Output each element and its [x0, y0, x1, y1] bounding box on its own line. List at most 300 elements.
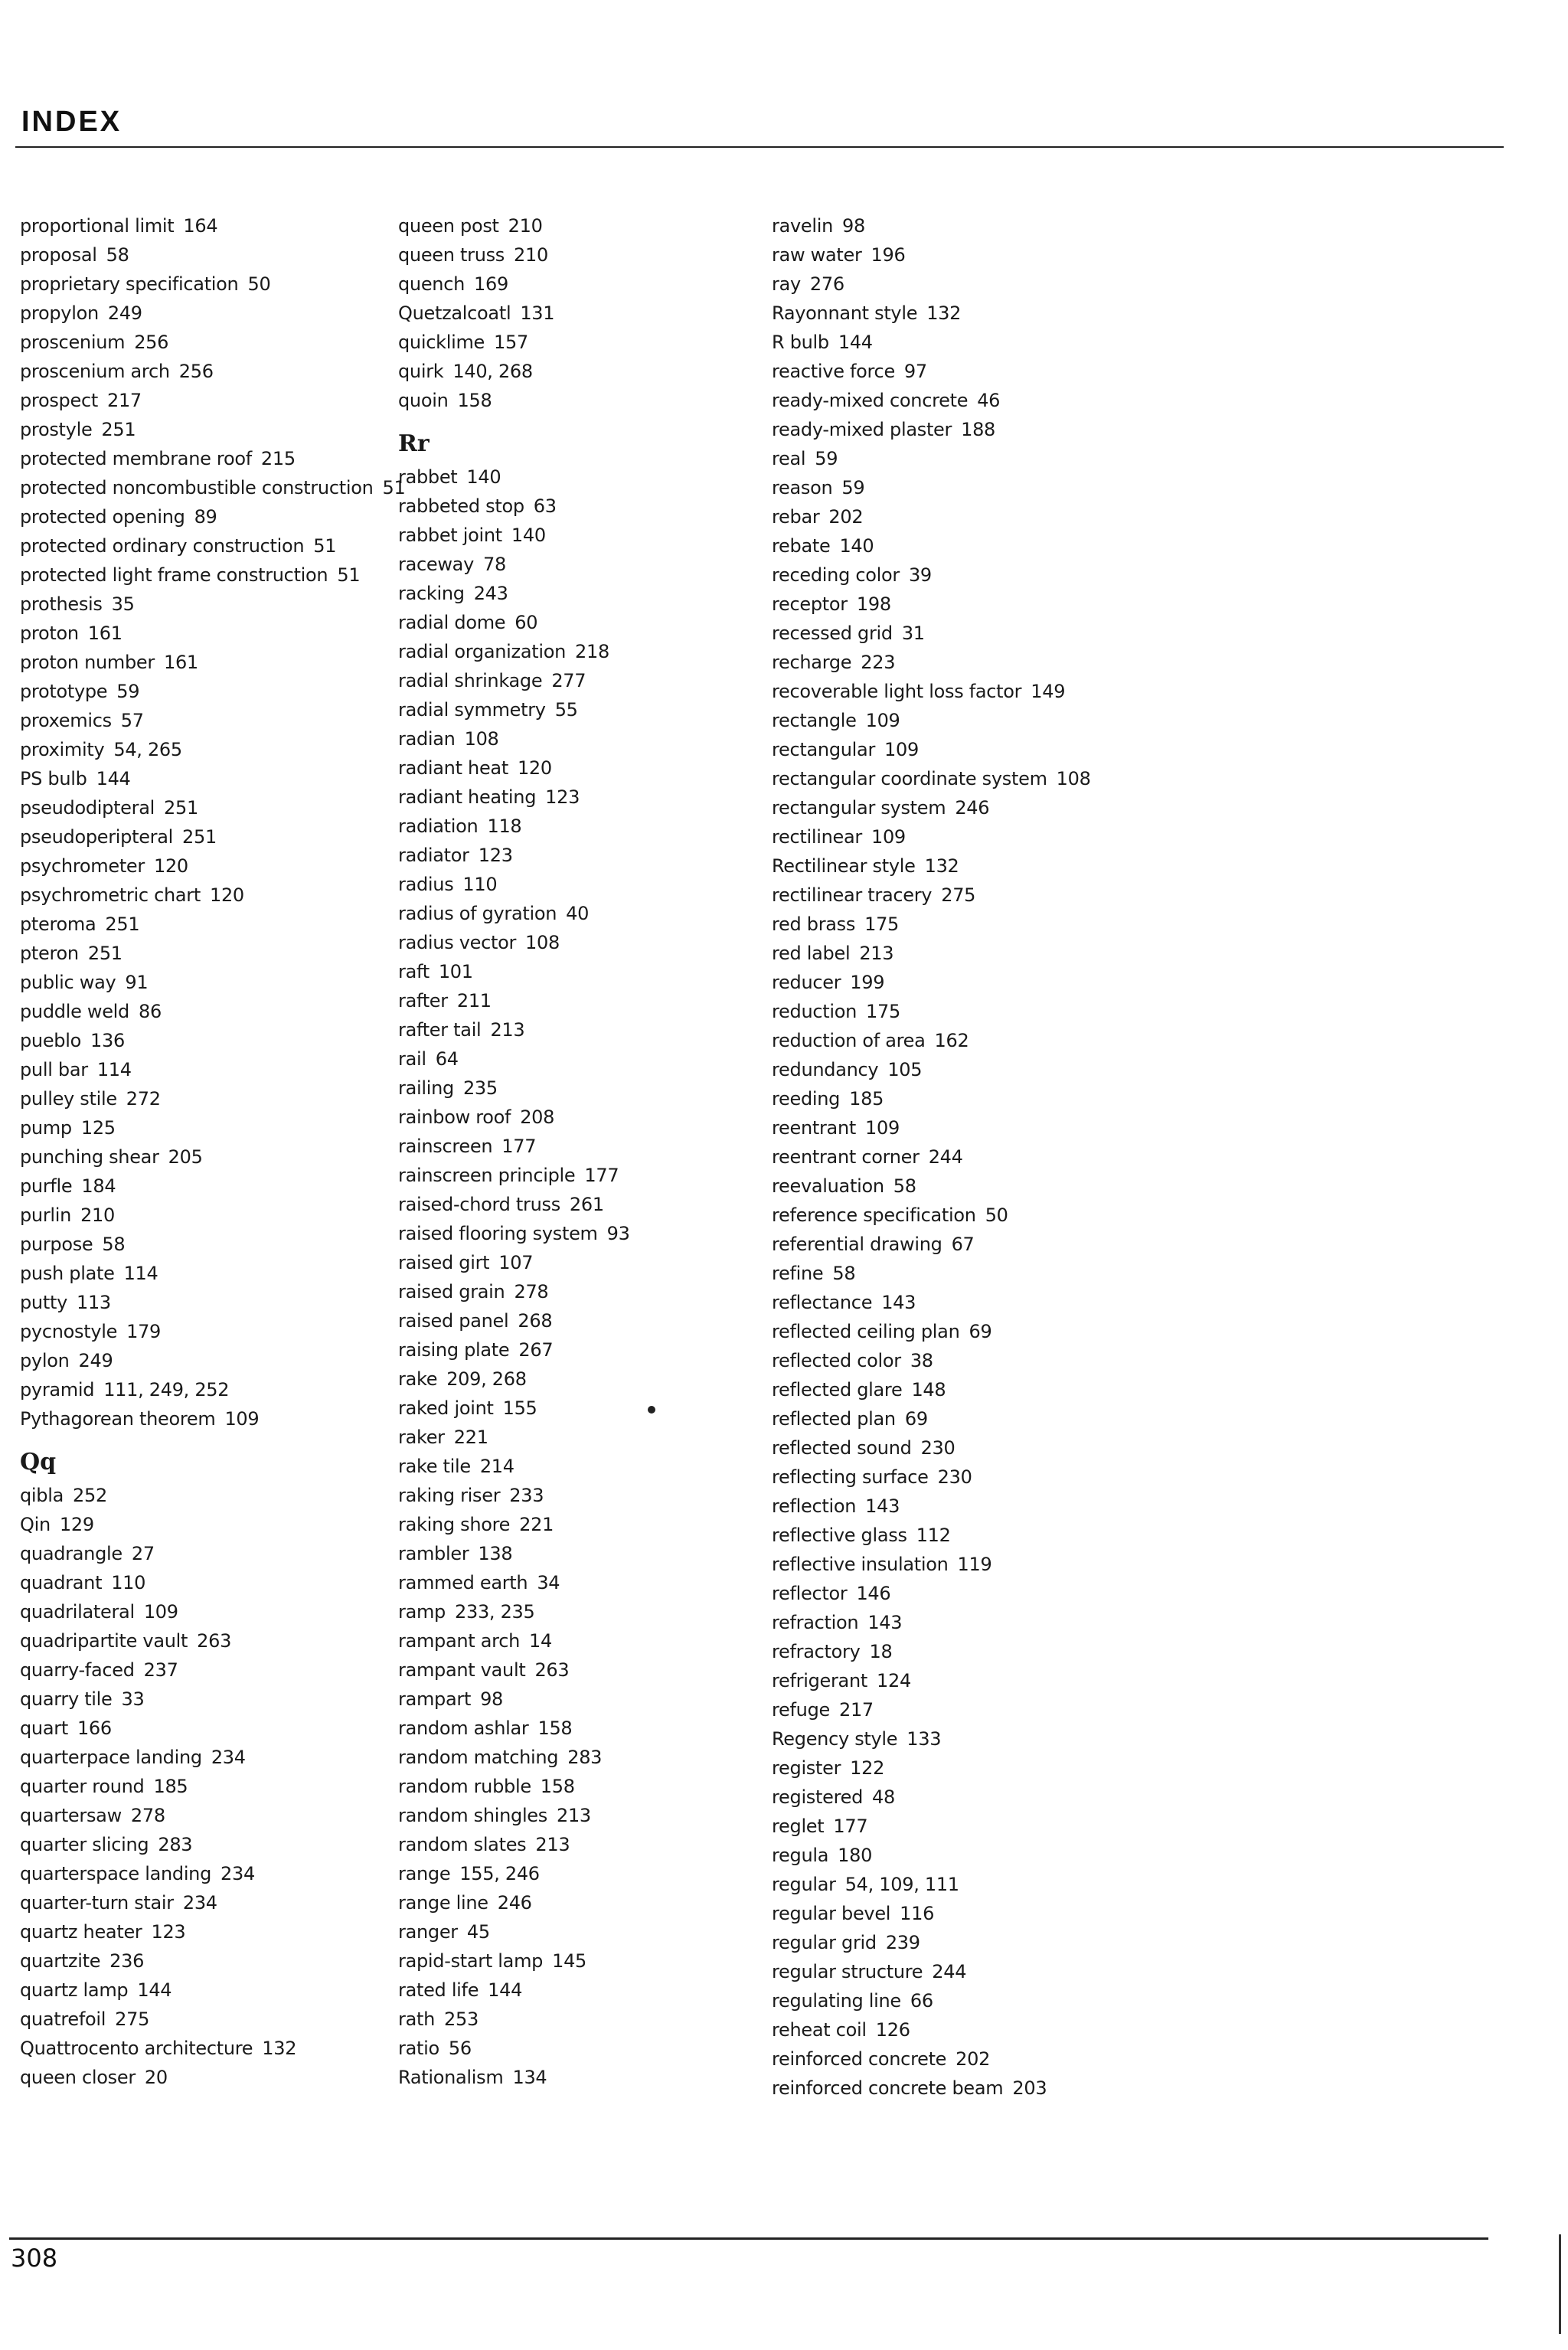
index-entry: [20, 1685, 395, 1714]
index-page-ref: 244: [932, 1961, 967, 1982]
index-page-ref: 107: [498, 1252, 534, 1273]
index-entry: [772, 1055, 1323, 1084]
index-term: recharge: [772, 652, 852, 673]
index-entry: [20, 1113, 395, 1142]
index-page-ref: 140: [466, 466, 501, 488]
index-entry: [398, 1044, 773, 1074]
index-entry: [398, 957, 773, 986]
index-entry: [20, 590, 395, 619]
index-term: radiator: [398, 845, 469, 866]
index-term: pteroma: [20, 914, 96, 935]
index-entry: [772, 1492, 1323, 1521]
index-page-ref: 114: [96, 1059, 132, 1080]
index-entry: [772, 1695, 1323, 1724]
index-entry: [772, 1259, 1323, 1288]
index-page-ref: 14: [529, 1630, 552, 1652]
index-entry: [772, 1201, 1323, 1230]
index-term: raised-chord truss: [398, 1194, 560, 1215]
index-term: rampant arch: [398, 1630, 520, 1652]
index-entry: [20, 1510, 395, 1539]
index-term: Pythagorean theorem: [20, 1408, 216, 1430]
index-term: quadrant: [20, 1572, 103, 1593]
index-entry: [20, 793, 395, 822]
index-entry: [20, 2005, 395, 2034]
index-page-ref: 221: [453, 1427, 488, 1448]
index-term: reduction: [772, 1001, 858, 1022]
index-page-ref: 48: [872, 1786, 895, 1808]
index-entry: [398, 1888, 773, 1917]
index-term: prothesis: [20, 593, 103, 615]
index-page-ref: 234: [182, 1892, 217, 1914]
index-term: registered: [772, 1786, 864, 1808]
index-entry: [772, 793, 1323, 822]
index-term: quadrilateral: [20, 1601, 135, 1623]
index-page-ref: 140, 268: [452, 361, 533, 382]
index-entry: [20, 211, 395, 240]
index-entry: [398, 579, 773, 608]
index-page-ref: 59: [116, 681, 140, 702]
index-entry: [772, 415, 1323, 444]
index-page-ref: 249: [78, 1350, 113, 1371]
index-entry: [398, 1743, 773, 1772]
index-term: radius: [398, 874, 454, 895]
index-page-ref: 51: [337, 564, 361, 586]
index-term: reduction of area: [772, 1030, 926, 1051]
index-entry: [398, 386, 773, 415]
index-term: quarry tile: [20, 1688, 113, 1710]
index-entry: [20, 1201, 395, 1230]
index-page-ref: 249: [107, 302, 142, 324]
index-entry: [772, 1928, 1323, 1957]
index-term: quarry-faced: [20, 1659, 135, 1681]
index-term: pulley stile: [20, 1088, 117, 1110]
index-term: refraction: [772, 1612, 859, 1633]
index-term: recoverable light loss factor: [772, 681, 1022, 702]
index-page-ref: 101: [438, 961, 473, 982]
index-entry: [772, 1346, 1323, 1375]
index-page-ref: 112: [916, 1525, 951, 1546]
index-page-ref: 283: [567, 1747, 603, 1768]
index-entry: [772, 590, 1323, 619]
index-entry: [772, 328, 1323, 357]
index-term: protected opening: [20, 506, 185, 528]
index-entry: [772, 1783, 1323, 1812]
index-term: reflection: [772, 1495, 857, 1517]
index-page-ref: 123: [151, 1921, 186, 1943]
index-page-ref: 38: [910, 1350, 933, 1371]
index-page-ref: 177: [584, 1165, 619, 1186]
index-entry: [398, 899, 773, 928]
index-page-ref: 217: [106, 390, 142, 411]
index-entry: [20, 764, 395, 793]
index-term: receding color: [772, 564, 900, 586]
index-entry: [398, 1481, 773, 1510]
index-entry: [20, 1655, 395, 1685]
index-entry: [20, 1317, 395, 1346]
index-term: puddle weld: [20, 1001, 129, 1022]
index-page-ref: 210: [508, 215, 543, 237]
index-term: pteron: [20, 943, 79, 964]
index-page-ref: 205: [168, 1146, 203, 1168]
index-entry: [398, 1510, 773, 1539]
index-entry: [20, 473, 406, 502]
index-entry: [20, 822, 395, 851]
index-page-ref: 210: [80, 1204, 115, 1226]
index-page-ref: 217: [838, 1699, 874, 1721]
index-page-ref: 34: [537, 1572, 560, 1593]
index-term: rebate: [772, 535, 831, 557]
index-entry: [20, 997, 395, 1026]
index-term: rampart: [398, 1688, 472, 1710]
index-page-ref: 144: [137, 1979, 172, 2001]
index-term: recessed grid: [772, 623, 893, 644]
index-term: quench: [398, 273, 466, 295]
index-page-ref: 123: [545, 786, 580, 808]
index-page-ref: 93: [606, 1223, 630, 1244]
index-page-ref: 256: [134, 332, 169, 353]
index-entry: [398, 240, 773, 270]
index-term: reflected glare: [772, 1379, 903, 1401]
index-entry: [398, 1365, 773, 1394]
index-term: radial symmetry: [398, 699, 546, 721]
index-page-ref: 244: [928, 1146, 963, 1168]
index-term: refractory: [772, 1641, 861, 1662]
index-term: proprietary specification: [20, 273, 239, 295]
index-term: protected light frame construction: [20, 564, 328, 586]
index-page-ref: 111, 249, 252: [103, 1379, 230, 1401]
index-entry: [398, 1423, 773, 1452]
index-page-ref: 252: [73, 1485, 107, 1506]
index-page-ref: 148: [911, 1379, 946, 1401]
index-page-ref: 109: [871, 826, 906, 848]
index-term: protected ordinary construction: [20, 535, 305, 557]
index-term: rake tile: [398, 1456, 471, 1477]
index-entry: [398, 1772, 773, 1801]
index-term: quadripartite vault: [20, 1630, 188, 1652]
index-term: quarterpace landing: [20, 1747, 202, 1768]
index-term: pyramid: [20, 1379, 95, 1401]
index-entry: [398, 1277, 773, 1306]
index-page-ref: 58: [832, 1263, 856, 1284]
index-entry: [20, 939, 395, 968]
index-term: random ashlar: [398, 1718, 529, 1739]
index-page-ref: 251: [101, 419, 136, 440]
index-page-ref: 56: [448, 2038, 472, 2059]
index-entry: [20, 1539, 395, 1568]
index-page-ref: 234: [220, 1863, 255, 1884]
index-term: proscenium arch: [20, 361, 170, 382]
index-page-ref: 230: [937, 1466, 972, 1488]
index-entry: [398, 1685, 773, 1714]
index-page-ref: 98: [480, 1688, 504, 1710]
index-entry: [398, 462, 773, 492]
index-page-ref: 138: [478, 1543, 513, 1564]
index-entry: [398, 1946, 773, 1976]
index-page-ref: 143: [865, 1495, 900, 1517]
index-page-ref: 179: [126, 1321, 162, 1342]
index-entry: [772, 1841, 1323, 1870]
index-term: raceway: [398, 554, 474, 575]
index-entry: [20, 1055, 395, 1084]
index-term: quartersaw: [20, 1805, 122, 1826]
index-page-ref: 246: [497, 1892, 532, 1914]
index-entry: [398, 2005, 773, 2034]
index-term: proportional limit: [20, 215, 175, 237]
index-term: radial shrinkage: [398, 670, 543, 691]
index-entry: [20, 1714, 395, 1743]
index-entry: [20, 619, 395, 648]
index-entry: [20, 1346, 395, 1375]
index-entry: [772, 939, 1323, 968]
index-entry: [20, 1259, 395, 1288]
index-page-ref: 89: [194, 506, 217, 528]
index-term: pseudoperipteral: [20, 826, 174, 848]
index-entry: [20, 444, 395, 473]
index-entry: [20, 1288, 395, 1317]
index-term: random matching: [398, 1747, 559, 1768]
index-entry: [398, 986, 773, 1015]
index-page-ref: 213: [556, 1805, 591, 1826]
index-entry: [20, 1375, 395, 1404]
index-entry: [772, 1637, 1323, 1666]
index-page-ref: 120: [209, 884, 244, 906]
index-entry: [398, 1655, 773, 1685]
footer-rule: [9, 2237, 1488, 2240]
index-entry: [20, 2063, 395, 2092]
index-page-ref: 59: [815, 448, 838, 469]
index-page-ref: 198: [856, 593, 891, 615]
index-entry: [398, 299, 773, 328]
index-entry: [398, 841, 773, 870]
index-page-ref: 214: [479, 1456, 514, 1477]
index-page-ref: 233, 235: [455, 1601, 535, 1623]
index-term: rectangle: [772, 710, 857, 731]
index-entry: [772, 1230, 1323, 1259]
index-entry: [398, 1335, 773, 1365]
index-page-ref: 54, 109, 111: [844, 1874, 959, 1895]
index-term: protected membrane roof: [20, 448, 252, 469]
index-page-ref: 133: [906, 1728, 942, 1750]
index-term: rectangular system: [772, 797, 946, 819]
index-entry: [20, 968, 395, 997]
index-entry: [772, 270, 1323, 299]
index-entry: [398, 1976, 773, 2005]
index-entry: [772, 2044, 1323, 2074]
index-term: Rayonnant style: [772, 302, 918, 324]
index-page-ref: 143: [881, 1292, 916, 1313]
index-entry: [20, 531, 395, 561]
index-term: raised flooring system: [398, 1223, 598, 1244]
index-page-ref: 275: [941, 884, 976, 906]
index-term: ready-mixed plaster: [772, 419, 952, 440]
index-entry: [20, 270, 395, 299]
index-page-ref: 58: [106, 244, 129, 266]
index-term: reevaluation: [772, 1175, 884, 1197]
index-page-ref: 140: [839, 535, 874, 557]
index-term: reentrant: [772, 1117, 856, 1139]
index-term: register: [772, 1757, 841, 1779]
index-entry: [20, 1976, 395, 2005]
index-entry: [772, 1172, 1323, 1201]
index-entry: [20, 1026, 395, 1055]
index-page-ref: 161: [163, 652, 198, 673]
index-entry: [398, 1597, 773, 1626]
index-page-ref: 110: [111, 1572, 146, 1593]
index-entry: [772, 1113, 1323, 1142]
index-page-ref: 164: [183, 215, 218, 237]
index-page-ref: 251: [182, 826, 217, 848]
index-page-ref: 91: [125, 972, 149, 993]
index-page-ref: 118: [487, 815, 522, 837]
index-term: reeding: [772, 1088, 841, 1110]
index-entry: [398, 2063, 773, 2092]
index-entry: [398, 2034, 773, 2063]
index-entry: [772, 1724, 1323, 1754]
index-term: rectangular: [772, 739, 876, 760]
index-entry: [772, 1666, 1323, 1695]
index-page-ref: 188: [961, 419, 996, 440]
index-page-ref: 185: [849, 1088, 884, 1110]
index-page-ref: 272: [126, 1088, 161, 1110]
index-term: reglet: [772, 1816, 825, 1837]
index-entry: [20, 1172, 395, 1201]
index-page-ref: 276: [809, 273, 844, 295]
index-term: raised panel: [398, 1310, 509, 1332]
index-term: radius of gyration: [398, 903, 557, 924]
index-entry: [772, 1957, 1323, 1986]
index-entry: [772, 910, 1323, 939]
index-entry: [398, 1015, 773, 1044]
index-term: raised grain: [398, 1281, 505, 1302]
index-term: quadrangle: [20, 1543, 122, 1564]
index-entry: [20, 328, 395, 357]
index-page-ref: 246: [955, 797, 990, 819]
index-entry: [772, 1375, 1323, 1404]
index-page-ref: 155, 246: [459, 1863, 540, 1884]
index-term: reason: [772, 477, 833, 498]
index-term: pylon: [20, 1350, 70, 1371]
index-entry: [398, 1568, 773, 1597]
index-entry: [772, 444, 1323, 473]
index-term: ready-mixed concrete: [772, 390, 969, 411]
index-entry: [772, 299, 1323, 328]
index-term: prospect: [20, 390, 98, 411]
index-page-ref: 35: [111, 593, 135, 615]
index-page-ref: 177: [833, 1816, 868, 1837]
index-page-ref: 50: [247, 273, 271, 295]
index-page-ref: 55: [554, 699, 578, 721]
index-entry: [772, 1899, 1323, 1928]
index-page-ref: 33: [121, 1688, 145, 1710]
index-term: rectilinear tracery: [772, 884, 933, 906]
index-entry: [772, 881, 1323, 910]
index-term: rectangular coordinate system: [772, 768, 1047, 789]
index-entry: [20, 299, 395, 328]
index-entry: [772, 677, 1323, 706]
index-page-ref: 203: [1012, 2077, 1047, 2099]
index-entry: [398, 492, 773, 521]
index-term: radius vector: [398, 932, 517, 953]
index-term: random shingles: [398, 1805, 547, 1826]
index-entry: [772, 706, 1323, 735]
index-entry: [20, 706, 395, 735]
index-page-ref: 132: [924, 855, 959, 877]
index-page-ref: 105: [887, 1059, 923, 1080]
index-term: proximity: [20, 739, 105, 760]
index-entry: [398, 521, 773, 550]
index-entry: [772, 968, 1323, 997]
index-term: rafter: [398, 990, 448, 1012]
index-page-ref: 211: [456, 990, 492, 1012]
index-page-ref: 45: [466, 1921, 490, 1943]
index-term: random slates: [398, 1834, 527, 1855]
index-entry: [772, 735, 1323, 764]
index-entry: [772, 851, 1323, 881]
header-rule: [15, 146, 1504, 148]
index-entry: [398, 328, 773, 357]
index-term: ramp: [398, 1601, 446, 1623]
index-page-ref: 213: [859, 943, 894, 964]
index-term: reflected sound: [772, 1437, 912, 1459]
index-page-ref: 114: [123, 1263, 158, 1284]
index-entry: [398, 1248, 773, 1277]
index-term: real: [772, 448, 806, 469]
index-page-ref: 113: [76, 1292, 111, 1313]
index-entry: [20, 2034, 395, 2063]
index-entry: [772, 1754, 1323, 1783]
index-term: reflective glass: [772, 1525, 907, 1546]
index-page-ref: 234: [211, 1747, 246, 1768]
index-term: proton: [20, 623, 79, 644]
index-entry: [398, 1190, 773, 1219]
index-term: Quetzalcoatl: [398, 302, 511, 324]
index-term: reflecting surface: [772, 1466, 929, 1488]
index-page-ref: 209, 268: [446, 1368, 527, 1390]
index-term: radial organization: [398, 641, 567, 662]
index-term: rail: [398, 1048, 426, 1070]
index-term: quarterspace landing: [20, 1863, 212, 1884]
index-entry: [398, 357, 773, 386]
index-entry: [772, 1288, 1323, 1317]
index-entry: [398, 1452, 773, 1481]
index-term: raising plate: [398, 1339, 510, 1361]
index-term: red brass: [772, 914, 856, 935]
index-term: regular structure: [772, 1961, 923, 1982]
index-entry: [20, 851, 395, 881]
index-entry: [772, 531, 1323, 561]
index-entry: [772, 2015, 1323, 2044]
index-term: psychrometric chart: [20, 884, 201, 906]
index-term: radiation: [398, 815, 479, 837]
index-term: rebar: [772, 506, 820, 528]
index-page-ref: 157: [494, 332, 528, 353]
index-term: rated life: [398, 1979, 479, 2001]
index-entry: [772, 561, 1323, 590]
index-page-ref: 175: [866, 1001, 900, 1022]
index-term: reflected color: [772, 1350, 901, 1371]
index-term: rammed earth: [398, 1572, 528, 1593]
index-term: red label: [772, 943, 851, 964]
index-entry: [20, 881, 395, 910]
index-page-ref: 78: [482, 554, 506, 575]
index-page-ref: 20: [144, 2067, 168, 2088]
index-term: raft: [398, 961, 430, 982]
index-entry: [20, 1626, 395, 1655]
index-page-ref: 132: [262, 2038, 297, 2059]
index-page-ref: 243: [473, 583, 508, 604]
index-term: queen post: [398, 215, 499, 237]
index-entry: [772, 386, 1323, 415]
